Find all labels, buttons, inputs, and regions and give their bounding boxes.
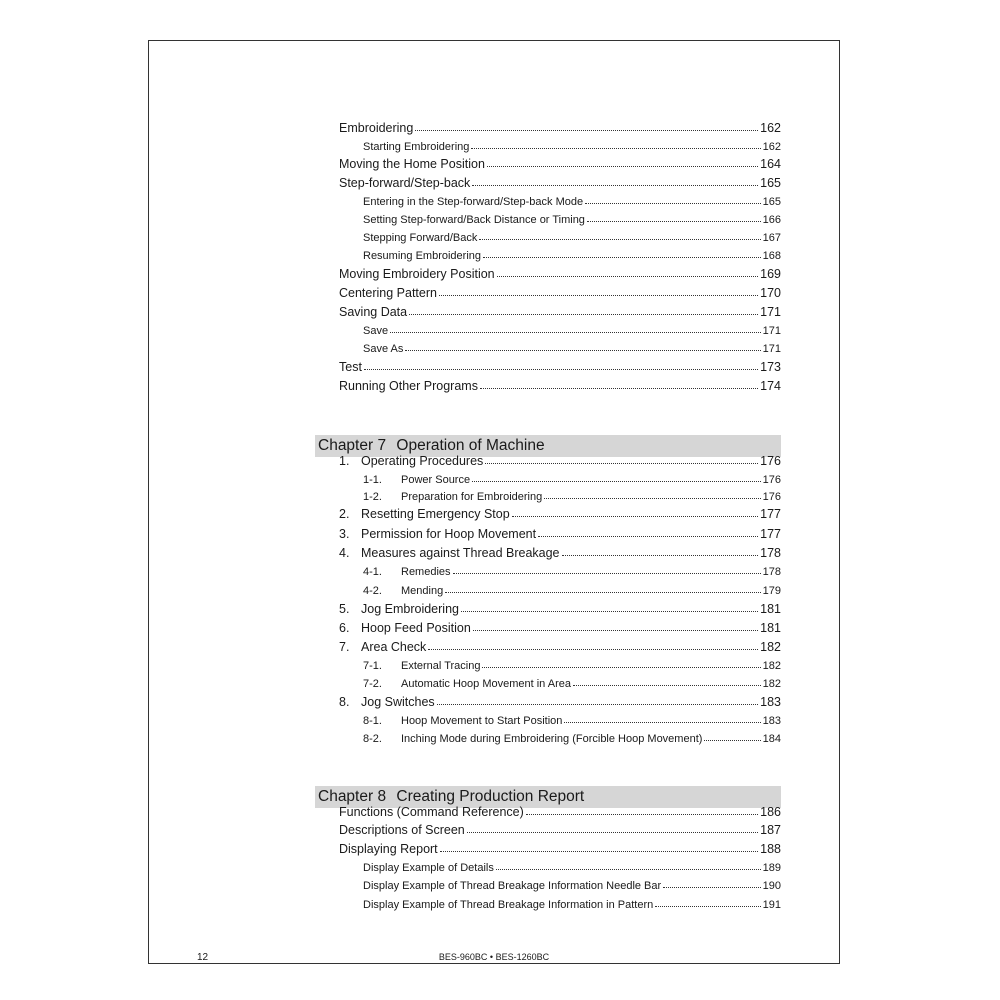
toc-entry-page: 181 (760, 621, 781, 635)
toc-entry-page: 166 (762, 214, 781, 226)
dot-leader (483, 257, 761, 258)
dot-leader (437, 704, 758, 705)
toc-entry-page: 184 (762, 733, 781, 745)
toc-entry (339, 505, 781, 521)
toc-entry-number: 2. (339, 507, 350, 521)
dot-leader (471, 148, 760, 149)
toc-entry-page: 171 (762, 325, 781, 337)
toc-entry-title: Hoop Movement to Start Position (401, 715, 563, 727)
toc-subentry (363, 876, 781, 892)
toc-entry-title: External Tracing (401, 660, 481, 672)
toc-entry-page: 182 (760, 640, 781, 654)
toc-entry-number: 5. (339, 602, 350, 616)
toc-entry-number: 6. (339, 621, 350, 635)
toc-entry-page: 171 (760, 305, 781, 319)
toc-entry-title: Display Example of Details (363, 862, 494, 874)
dot-leader (487, 166, 758, 167)
dot-leader (390, 332, 761, 333)
toc-entry-title: Resetting Emergency Stop (361, 507, 510, 521)
dot-leader (544, 498, 760, 499)
toc-entry-number: 8. (339, 695, 350, 709)
dot-leader (497, 276, 759, 277)
toc-entry-page: 183 (760, 695, 781, 709)
chapter-title: Creating Production Report (396, 788, 585, 805)
dot-leader (461, 611, 758, 612)
toc-entry-page: 190 (762, 880, 781, 892)
toc-entry (339, 155, 781, 171)
toc-entry-number: 4-2. (363, 585, 382, 597)
toc-entry-number: 8-1. (363, 715, 382, 727)
toc-entry-page: 176 (762, 491, 781, 503)
toc-entry-title: Mending (401, 585, 444, 597)
toc-entry-title: Inching Mode during Embroidering (Forcible Hoop Movement) (401, 733, 703, 745)
dot-leader (472, 481, 761, 482)
toc-subentry (363, 339, 781, 355)
toc-entry-title: Moving Embroidery Position (339, 267, 495, 281)
toc-entry-page: 181 (760, 602, 781, 616)
toc-entry-page: 191 (762, 899, 781, 911)
dot-leader (480, 388, 758, 389)
toc-entry-title: Jog Switches (361, 695, 435, 709)
toc-entry-title: Remedies (401, 566, 451, 578)
toc-entry-page: 189 (762, 862, 781, 874)
toc-entry (339, 358, 781, 374)
toc-entry-page: 177 (760, 507, 781, 521)
toc-entry-page: 176 (760, 454, 781, 468)
toc-entry-page: 179 (762, 585, 781, 597)
toc-entry-page: 187 (760, 823, 781, 837)
toc-entry-page: 178 (762, 566, 781, 578)
toc-entry-title: Test (339, 360, 362, 374)
dot-leader (473, 630, 758, 631)
toc-subentry (363, 581, 781, 597)
toc-entry (339, 174, 781, 190)
dot-leader (405, 350, 760, 351)
toc-subentry (363, 858, 781, 874)
toc-entry-title: Display Example of Thread Breakage Information in Pattern (363, 899, 654, 911)
toc-entry-title: Step-forward/Step-back (339, 176, 471, 190)
document-page (148, 40, 840, 964)
toc-entry-number: 4-1. (363, 566, 382, 578)
dot-leader (453, 573, 761, 574)
toc-entry (339, 803, 781, 819)
toc-entry-title: Operating Procedures (361, 454, 484, 468)
dot-leader (440, 851, 758, 852)
dot-leader (562, 555, 759, 556)
toc-entry-page: 182 (762, 678, 781, 690)
toc-entry-title: Preparation for Embroidering (401, 491, 543, 503)
toc-entry-title: Measures against Thread Breakage (361, 546, 560, 560)
chapter-title: Operation of Machine (396, 437, 545, 454)
toc-entry-title: Entering in the Step-forward/Step-back Mode (363, 196, 584, 208)
toc-entry-page: 162 (762, 141, 781, 153)
toc-entry-page: 168 (762, 250, 781, 262)
dot-leader (704, 740, 760, 741)
toc-entry-page: 169 (760, 267, 781, 281)
toc-entry-title: Power Source (401, 474, 471, 486)
dot-leader (409, 314, 758, 315)
toc-entry-page: 182 (762, 660, 781, 672)
dot-leader (467, 832, 758, 833)
toc-entry-page: 162 (760, 121, 781, 135)
toc-subentry (363, 210, 781, 226)
dot-leader (439, 295, 758, 296)
dot-leader (538, 536, 758, 537)
toc-entry-number: 1-1. (363, 474, 382, 486)
dot-leader (415, 130, 758, 131)
toc-entry-page: 174 (760, 379, 781, 393)
toc-entry-title: Resuming Embroidering (363, 250, 481, 262)
toc-subentry (363, 895, 781, 911)
model-footer: BES-960BC • BES-1260BC (438, 952, 550, 962)
toc-entry-title: Jog Embroidering (361, 602, 459, 616)
toc-entry (339, 303, 781, 319)
toc-entry (339, 600, 781, 616)
toc-entry-number: 3. (339, 527, 350, 541)
toc-entry-number: 4. (339, 546, 350, 560)
toc-entry (339, 638, 781, 654)
toc-entry-page: 167 (762, 232, 781, 244)
toc-subentry (363, 562, 781, 578)
toc-subentry (363, 137, 781, 153)
dot-leader (587, 221, 761, 222)
toc-entry-title: Moving the Home Position (339, 157, 485, 171)
toc-entry-number: 1-2. (363, 491, 382, 503)
chapter-label: Chapter 7 (318, 437, 387, 454)
chapter-label: Chapter 8 (318, 788, 387, 805)
toc-entry (339, 119, 781, 135)
dot-leader (482, 667, 760, 668)
dot-leader (485, 463, 758, 464)
toc-entry-page: 165 (762, 196, 781, 208)
toc-entry-page: 186 (760, 805, 781, 819)
toc-entry (339, 821, 781, 837)
dot-leader (364, 369, 758, 370)
toc-subentry (363, 656, 781, 672)
toc-entry-page: 171 (762, 343, 781, 355)
dot-leader (585, 203, 761, 204)
toc-subentry (363, 711, 781, 727)
dot-leader (526, 814, 758, 815)
dot-leader (564, 722, 760, 723)
toc-entry-page: 173 (760, 360, 781, 374)
toc-entry-title: Display Example of Thread Breakage Information Needle Bar (363, 880, 662, 892)
toc-entry-page: 170 (760, 286, 781, 300)
toc-entry-title: Automatic Hoop Movement in Area (401, 678, 571, 690)
toc-entry (339, 452, 781, 468)
dot-leader (428, 649, 758, 650)
toc-entry (339, 619, 781, 635)
toc-entry-title: Functions (Command Reference) (339, 805, 524, 819)
toc-entry-page: 176 (762, 474, 781, 486)
toc-entry-title: Running Other Programs (339, 379, 478, 393)
toc-subentry (363, 228, 781, 244)
dot-leader (512, 516, 758, 517)
dot-leader (472, 185, 758, 186)
toc-entry-title: Area Check (361, 640, 427, 654)
toc-entry (339, 265, 781, 281)
toc-entry-title: Saving Data (339, 305, 408, 319)
toc-entry (339, 525, 781, 541)
toc-subentry (363, 470, 781, 486)
toc-entry-title: Descriptions of Screen (339, 823, 465, 837)
toc-entry-number: 7-1. (363, 660, 382, 672)
toc-subentry (363, 729, 781, 745)
toc-subentry (363, 674, 781, 690)
toc-entry (339, 693, 781, 709)
page-number: 12 (197, 952, 209, 963)
toc-entry-title: Stepping Forward/Back (363, 232, 478, 244)
toc-entry-page: 164 (760, 157, 781, 171)
toc-subentry (363, 246, 781, 262)
toc-entry-page: 165 (760, 176, 781, 190)
toc-subentry (363, 321, 781, 337)
toc-entry-title: Displaying Report (339, 842, 438, 856)
toc-entry-title: Starting Embroidering (363, 141, 470, 153)
dot-leader (663, 887, 760, 888)
toc-entry (339, 840, 781, 856)
dot-leader (655, 906, 760, 907)
toc-entry-title: Setting Step-forward/Back Distance or Timing (363, 214, 585, 226)
toc-subentry (363, 192, 781, 208)
toc-entry-page: 178 (760, 546, 781, 560)
toc-entry (339, 284, 781, 300)
dot-leader (496, 869, 761, 870)
dot-leader (573, 685, 761, 686)
toc-entry-title: Save As (363, 343, 404, 355)
toc-entry-number: 8-2. (363, 733, 382, 745)
toc-entry-title: Embroidering (339, 121, 414, 135)
toc-entry-number: 1. (339, 454, 350, 468)
toc-entry (339, 377, 781, 393)
toc-subentry (363, 487, 781, 503)
toc-entry-page: 183 (762, 715, 781, 727)
toc-entry-title: Hoop Feed Position (361, 621, 471, 635)
toc-entry-number: 7. (339, 640, 350, 654)
toc-entry-title: Centering Pattern (339, 286, 437, 300)
toc-entry (339, 544, 781, 560)
toc-entry-title: Save (363, 325, 389, 337)
toc-entry-page: 177 (760, 527, 781, 541)
toc-entry-page: 188 (760, 842, 781, 856)
toc-entry-number: 7-2. (363, 678, 382, 690)
toc-entry-title: Permission for Hoop Movement (361, 527, 537, 541)
dot-leader (445, 592, 760, 593)
dot-leader (479, 239, 760, 240)
